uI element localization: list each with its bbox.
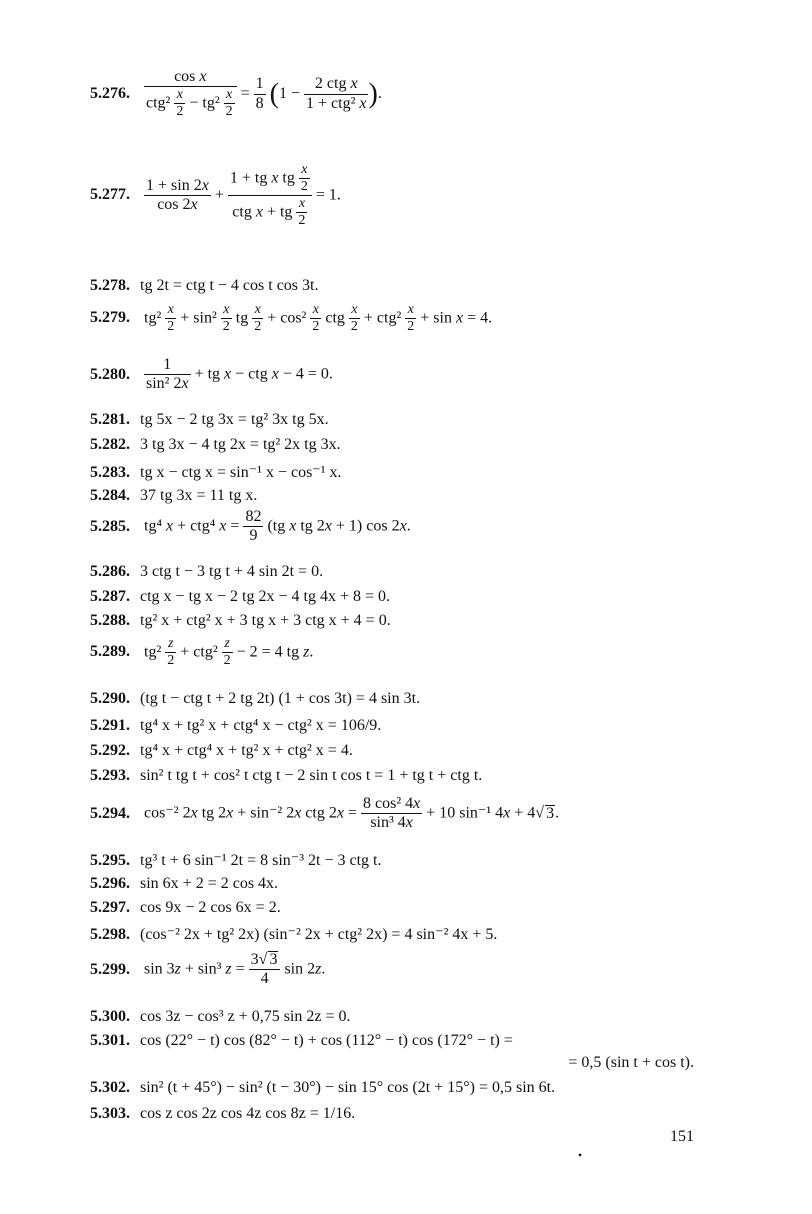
fraction: $\frac{1}{\text{sin² 2x}}$ [146,356,189,393]
problem-number: 5.294. [90,804,130,822]
problem-number: 5.296. [90,875,130,892]
problem-5-280: 5.280. $\frac{1}{\text{sin² 2x}}$ + tg x − ctg x − 4 = 0. [90,356,333,393]
problem-5-279: 5.279. tg² $\frac{x}{2}$ + sin² $\frac{x}{2}$ tg $\frac{x}{2}$ + cos² $\frac{x}{2}$ ctg $\frac{x}{2}$ + ctg² $\frac{x}{2}$ + sin x = 4. [90,302,493,335]
equation: tg² x + ctg² x + 3 tg x + 3 ctg x + 4 = 0. [140,612,391,629]
problem-number: 5.300. [90,1008,130,1025]
problem-5-300 [90,1008,351,1026]
equation: 3 tg 3x − 4 tg 2x = tg² 2x tg 3x. [140,436,341,453]
fraction: $\frac{3√ 3}{4}$ [249,951,281,989]
problem-number: 5.276. [90,84,130,102]
problem-number: 5.288. [90,612,130,629]
problem-number: 5.286. [90,563,130,580]
problem-5-289: 5.289. tg² $\frac{z}{2}$ + ctg² $\frac{z}{2}$ − 2 = 4 tg z. [90,636,314,669]
problem-number: 5.299. [90,960,130,978]
equation: cos 3z − cos³ z + 0,75 sin 2z = 0. [140,1008,351,1025]
problem-5-293 [90,767,482,785]
equation: tg⁴ x + tg² x + ctg⁴ x − ctg² x = 106/9. [140,717,382,734]
problem-number: 5.292. [90,742,130,759]
fraction: $\frac{1}{8}$ [255,75,264,112]
problem-number: 5.278. [90,277,130,294]
problem-number: 5.280. [90,365,130,383]
problem-5-288 [90,612,391,630]
equation: cos z cos 2z cos 4z cos 8z = 1/16. [140,1105,356,1122]
problem-5-303 [90,1105,355,1123]
problem-number: 5.301. [90,1032,130,1049]
equation: (tg t − ctg t + 2 tg 2t) (1 + cos 3t) = 4 sin 3t. [140,690,421,707]
equation: (cos⁻² 2x + tg² 2x) (sin⁻² 2x + ctg² 2x) = 4 sin⁻² 4x + 5. [140,926,498,943]
problem-5-285: 5.285. tg⁴ x + ctg⁴ x = $\frac{82}{9}$ (tg x tg 2x + 1) cos 2x. [90,508,411,545]
equation: ctg x − tg x − 2 tg 2x − 4 tg 4x + 8 = 0. [140,588,390,605]
problem-number: 5.302. [90,1079,130,1096]
equation: tg x − ctg x = sin⁻¹ x − cos⁻¹ x. [140,464,342,481]
problem-5-284 [90,487,257,505]
problem-5-283 [90,462,342,482]
equation: tg³ t + 6 sin⁻¹ 2t = 8 sin⁻³ 2t − 3 ctg t. [140,852,382,869]
equation: sin² (t + 45°) − sin² (t − 30°) − sin 15° cos (2t + 15°) = 0,5 sin 6t. [140,1079,556,1096]
fraction: 1 + tg x tg $\frac{x}{2}$ ctg x + tg $\frac{x}{2}$ [228,162,312,229]
problem-number: 5.297. [90,899,130,916]
problem-5-282 [90,436,341,454]
equation: tg 5x − 2 tg 3x = tg² 3x tg 5x. [140,411,329,428]
problem-5-301 [90,1032,513,1050]
equation-continuation: = 0,5 (sin t + cos t). [568,1054,694,1071]
fraction: 2 ctg x 1 + ctg² x [306,75,367,112]
problem-number: 5.303. [90,1105,130,1122]
problem-5-292 [90,742,353,760]
problem-5-297 [90,899,281,917]
problem-number: 5.277. [90,186,130,204]
fraction: $\frac{1 + \sin 2x}{\cos 2x}$ [146,176,209,214]
equation: tg⁴ x + ctg⁴ x + tg² x + ctg² x = 4. [140,742,353,759]
problem-5-277: 5.277. $\frac{1 + \sin 2x}{\cos 2x}$ + 1 + tg x tg $\frac{x}{2}$ ctg x + tg $\frac{x}{2}$ = 1. [90,162,341,229]
problem-number: 5.290. [90,690,130,707]
problem-number: 5.282. [90,436,130,453]
fraction: $\frac{\text{8 cos² 4x}}{\text{sin³ 4x}}$ [362,795,421,832]
fraction: cos x ctg² $\frac{x}{2}$ − tg² $\frac{x}{2}$ [144,68,237,121]
print-speck: • [578,1148,583,1162]
problem-number: 5.295. [90,852,130,869]
equation: 37 tg 3x = 11 tg x. [140,487,258,504]
problem-number: 5.284. [90,487,130,504]
page-number: 151 [670,1128,694,1145]
problem-5-302 [90,1079,555,1097]
equation: sin² t tg t + cos² t ctg t − 2 sin t cos t = 1 + tg t + ctg t. [140,767,483,784]
problem-number: 5.285. [90,517,130,535]
problem-number: 5.283. [90,464,130,481]
problem-5-294: 5.294. cos⁻² 2x tg 2x + sin⁻² 2x ctg 2x = $\frac{\text{8 cos² 4x}}{\text{sin³ 4x}}$ + 10 sin⁻¹ 4x + 4√ 3. [90,795,560,832]
problem-number: 5.287. [90,588,130,605]
equation: sin 6x + 2 = 2 cos 4x. [140,875,279,892]
problem-5-286 [90,563,323,581]
problem-5-291 [90,717,381,735]
problem-5-278 [90,277,318,295]
problem-5-301-continuation [568,1054,694,1072]
equation: cos 9x − 2 cos 6x = 2. [140,899,281,916]
equation: cos (22° − t) cos (82° − t) + cos (112° − t) cos (172° − t) = [140,1032,513,1049]
problem-number: 5.293. [90,767,130,784]
problem-5-299: 5.299. sin 3z + sin³ z = $\frac{3√ 3}{4}$ sin 2z. [90,951,326,988]
problem-number: 5.289. [90,643,130,661]
problem-5-276: 5.276. cos x ctg² $\frac{x}{2}$ − tg² $\frac{x}{2}$ = $\frac{1}{8}$ (1 − 2 ctg x 1 + ctg² x ). [90,68,382,120]
problem-5-290 [90,690,420,708]
problem-5-295 [90,850,381,870]
problem-number: 5.291. [90,717,130,734]
equation: tg 2t = ctg t − 4 cos t cos 3t. [140,277,319,294]
problem-number: 5.298. [90,926,130,943]
problem-5-281 [90,411,329,429]
problem-number: 5.279. [90,309,130,327]
fraction: $\frac{82}{9}$ [245,508,262,545]
problem-5-287 [90,588,390,606]
problem-number: 5.281. [90,411,130,428]
problem-5-298 [90,924,497,944]
problem-5-296 [90,875,278,893]
equation: 3 ctg t − 3 tg t + 4 sin 2t = 0. [140,563,324,580]
